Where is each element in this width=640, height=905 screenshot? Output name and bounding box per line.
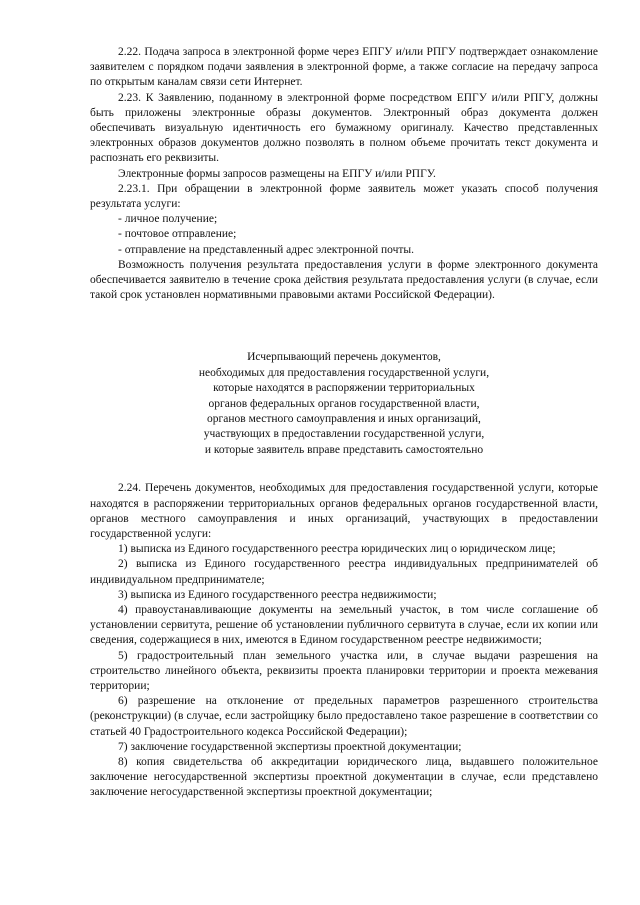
list-item-8: 8) копия свидетельства об аккредитации юридического лица, выдавшего положительное заключение негосударственной экспертизы проектной документации в случае, если представлено заключение негосударственной экспертизы проектной документации; <box>90 755 598 799</box>
list-item-7: 7) заключение государственной экспертизы проектной документации; <box>118 740 462 753</box>
list-item-5: 5) градостроительный план земельного участка или, в случае выдачи разрешения на строительство линейного объекта, реквизиты проекта планировки территории и проекта межевания территории; <box>90 649 598 692</box>
heading-line: необходимых для предоставления государственной услуги, <box>198 366 490 379</box>
paragraph-possibility: Возможность получения результата предоставления услуги в форме электронного документа обеспечивается заявителю в течение срока действия результата предоставления услуги (в случае, если такой срок установлен нормативными правовыми актами Российской Федерации). <box>90 258 598 302</box>
document-page <box>90 45 598 801</box>
list-item-6: 6) разрешение на отклонение от предельных параметров разрешенного строительства (реконструкции) (в случае, если застройщику было предоставлено такое разрешение в соответствии со статьей 40 Градостроительного кодекса Российской Федерации); <box>90 695 598 738</box>
paragraph-2-23: 2.23. К Заявлению, поданному в электронной форме посредством ЕПГУ и/или РПГУ, должны быть приложены электронные образы документов. Электронный образ документа должен обеспечивать визуальную идентичность его бумажному оригиналу. Качество представленных электронных образов документов должно позволять в полном объеме прочитать текст документа и распознать его реквизиты. <box>90 91 598 165</box>
option-email: - отправление на представленный адрес электронной почты. <box>118 243 415 256</box>
spacer <box>90 458 598 481</box>
list-item-3: 3) выписка из Единого государственного реестра недвижимости; <box>118 588 437 601</box>
heading-line: Исчерпывающий перечень документов, <box>247 351 441 364</box>
heading-line: органов федеральных органов государственной власти, <box>208 397 480 410</box>
list-item-2: 2) выписка из Единого государственного реестра индивидуальных предпринимателей об индивидуальном предпринимателе; <box>90 558 598 586</box>
option-personal: - личное получение; <box>118 213 218 226</box>
paragraph-2-24: 2.24. Перечень документов, необходимых для предоставления государственной услуги, которые находятся в распоряжении территориальных органов федеральных органов государственной власти, органов местного самоуправления и иных организаций, участвующих в предоставлении государственной услуги: <box>90 482 598 540</box>
heading-line: органов местного самоуправления и иных организаций, <box>207 413 481 426</box>
list-item-1: 1) выписка из Единого государственного реестра юридических лиц о юридическом лице; <box>118 543 556 556</box>
heading-line: участвующих в предоставлении государственной услуги, <box>203 428 485 441</box>
option-mail: - почтовое отправление; <box>118 228 237 241</box>
section-heading <box>90 350 598 458</box>
heading-line: и которые заявитель вправе представить самостоятельно <box>204 443 484 456</box>
heading-line: которые находятся в распоряжении территориальных <box>213 382 475 395</box>
spacer <box>90 303 598 350</box>
paragraph-2-23-1: 2.23.1. При обращении в электронной форме заявитель может указать способ получения результата услуги: <box>90 182 598 211</box>
paragraph-2-22: 2.22. Подача запроса в электронной форме через ЕПГУ и/или РПГУ подтверждает ознакомление заявителем с порядком подачи заявления в электронной форме, а также согласие на передачу запроса по открытым каналам связи сети Интернет. <box>90 46 598 89</box>
paragraph-electronic-forms: Электронные формы запросов размещены на ЕПГУ и/или РПГУ. <box>118 167 436 180</box>
list-item-4: 4) правоустанавливающие документы на земельный участок, в том числе соглашение об установлении сервитута, решение об установлении публичного сервитута в случае, если их копии или сведения, содержащиеся в них, имеются в Едином государственном реестре недвижимости; <box>90 603 598 647</box>
